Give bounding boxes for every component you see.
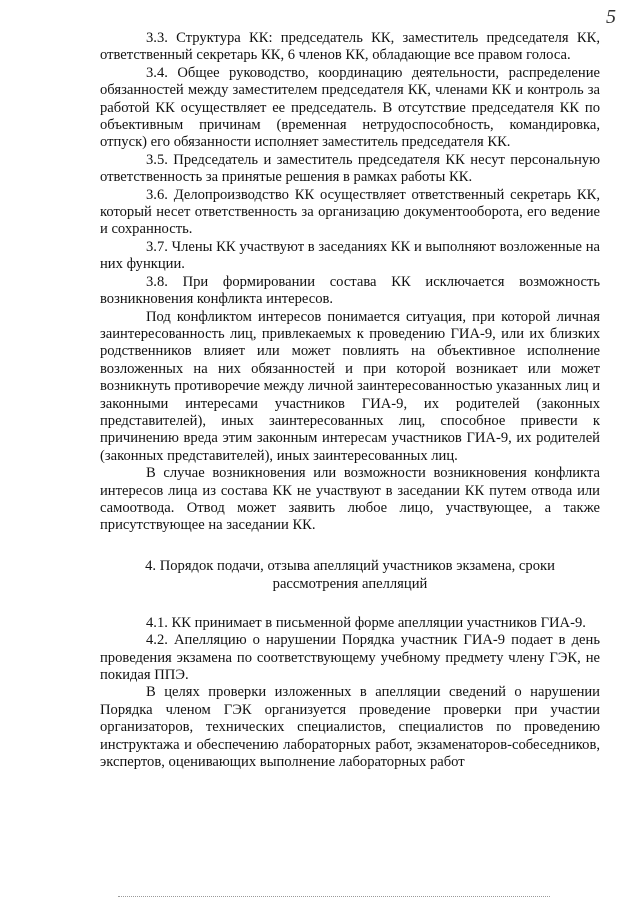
paragraph-3-8: 3.8. При формировании состава КК исключается возможность возникновения конфликта интересов. xyxy=(100,273,600,308)
paragraph-verification: В целях проверки изложенных в апелляции сведений о нарушении Порядка членом ГЭК организуется проведение проверки при участии организаторов, технических специалистов, специалистов по проведению инструктажа и обеспечению лабораторных работ, экзаменаторов-собеседников, экспертов, оценивающих выполнение лабораторных работ xyxy=(100,684,600,771)
paragraph-4-1: 4.1. КК принимает в письменной форме апелляции участников ГИА-9. xyxy=(146,614,586,631)
paragraph-3-5: 3.5. Председатель и заместитель председателя КК несут персональную ответственность за принятые решения в рамках работы КК. xyxy=(100,151,600,186)
paragraph-3-3: 3.3. Структура КК: председатель КК, заместитель председателя КК, ответственный секретарь КК, 6 членов КК, обладающие все правом голоса. xyxy=(100,30,600,64)
document-body xyxy=(100,30,600,771)
paragraph-3-4: 3.4. Общее руководство, координацию деятельности, распределение обязанностей между заместителем председателя КК, членами КК и контроль за работой КК осуществляет ее председатель. В отсутствие председателя КК по объективным причинам (временная нетрудоспособность, командировка, отпуск) его обязанности исполняет заместитель председателя КК. xyxy=(100,64,600,151)
paragraph-3-7: 3.7. Члены КК участвуют в заседаниях КК и выполняют возложенные на них функции. xyxy=(100,238,600,273)
paragraph-conflict-definition: Под конфликтом интересов понимается ситуация, при которой личная заинтересованность лиц, привлекаемых к проведению ГИА-9, или их близких родственников влияет или может повлиять на объективное исполнение возложенных на них обязанностей и при которой возникает или может возникнуть противоречие между личной заинтересованностью указанных лиц и законными интересами участников ГИА-9, их родителей (законных представителей), иных заинтересованных лиц, способное привести к причинению вреда этим законным интересам участников ГИА-9, их родителей (законных представителей), иных заинтересованных лиц. xyxy=(100,308,600,464)
footer-dotted-rule xyxy=(118,896,550,897)
paragraph-4-2: 4.2. Апелляцию о нарушении Порядка участник ГИА-9 подает в день проведения экзамена по соответствующему учебному предмету члену ГЭК, не покидая ППЭ. xyxy=(100,632,600,683)
paragraph-conflict-recusal: В случае возникновения или возможности возникновения конфликта интересов лица из состава КК не участвуют в заседании КК путем отвода или самоотвода. Отвод может заявить любое лицо, участвующее, а также присутствующее на заседании КК. xyxy=(100,465,600,534)
section-heading-4: 4. Порядок подачи, отзыва апелляций участников экзамена, сроки рассмотрения апелляций xyxy=(145,557,555,592)
page-number: 5 xyxy=(606,6,616,28)
paragraph-3-6: 3.6. Делопроизводство КК осуществляет ответственный секретарь КК, который несет ответственность за организацию документооборота, его ведение и сохранность. xyxy=(100,186,600,238)
